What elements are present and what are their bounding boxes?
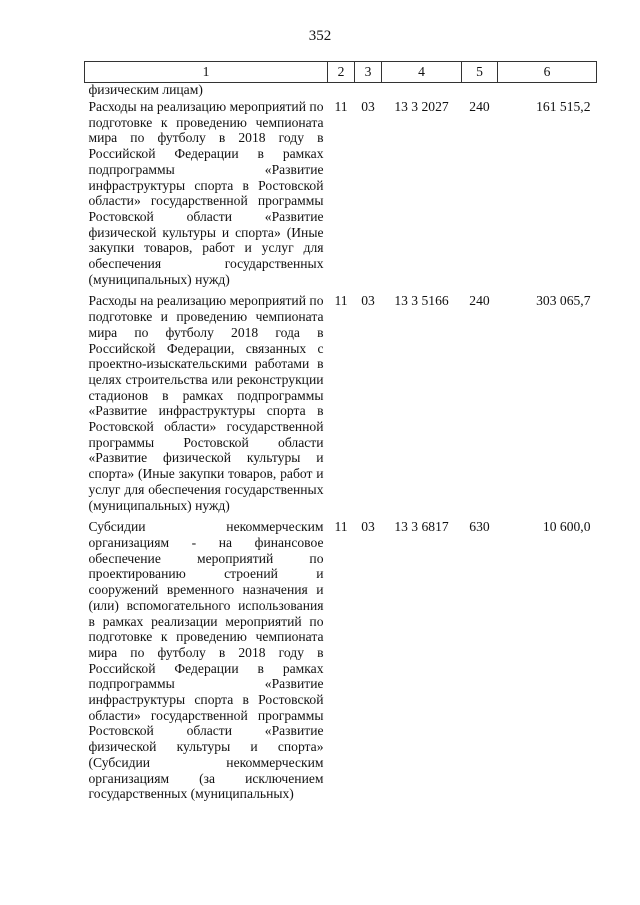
- column-header-1: 1: [85, 62, 328, 83]
- row-target-article: 13 3 6817: [394, 519, 449, 535]
- row-expense-type: 240: [469, 99, 490, 114]
- row-amount: 303 065,7: [536, 293, 591, 309]
- budget-table: [84, 61, 597, 808]
- row-subsection: 03: [361, 293, 375, 309]
- continued-row: [85, 83, 597, 98]
- row-subsection: 03: [361, 99, 375, 114]
- row-expense-type: 630: [469, 519, 490, 535]
- row-description: Расходы на реализацию мероприятий по подготовке к проведению чемпионата мира по футболу в 2018 году в Российской Федерации в рамках подпрограммы «Развитие инфраструктуры спорта в Ростовской области» государственной программы Ростовской области «Развитие физической культуры и спорта» (Иные закупки товаров, работ и услуг для обеспечения государственных (муниципальных) нужд): [88, 99, 324, 287]
- column-header-6: 6: [498, 62, 597, 83]
- row-target-article: 13 3 2027: [394, 99, 449, 114]
- row-section: 11: [334, 293, 348, 309]
- column-header-2: 2: [328, 62, 355, 83]
- row-expense-type: 240: [469, 293, 490, 309]
- row-target-article: 13 3 5166: [394, 293, 449, 309]
- row-amount: 10 600,0: [542, 519, 591, 535]
- header-row: [85, 62, 597, 83]
- row-description: Расходы на реализацию мероприятий по подготовке и проведению чемпионата мира по футболу 2018 года в Российской Федерации, связанных с проектно-изыскательскими работами в целях строительства или реконструкции стадионов в рамках подпрограммы «Развитие инфраструктуры спорта в Ростовской области» государственной программы Ростовской области «Развитие физической культуры и спорта» (Иные закупки товаров, работ и услуг для обеспечения государственных (муниципальных) нужд): [88, 293, 324, 513]
- table-row: [85, 97, 597, 293]
- table-row: [85, 519, 597, 808]
- table-row: [85, 293, 597, 519]
- continued-text: физическим лицам): [88, 82, 203, 97]
- column-header-3: 3: [355, 62, 382, 83]
- page-number: 352: [308, 28, 332, 44]
- row-description: Субсидии некоммерческим организациям - на финансовое обеспечение мероприятий по проектированию строений и сооружений временного назначения и (или) вспомогательного использования в рамках реализации мероприятий по подготовке к проведению чемпионата мира по футболу в 2018 году в Российской Федерации в рамках подпрограммы «Развитие инфраструктуры спорта в Ростовской области» государственной программы Ростовской области «Развитие физической культуры и спорта» (Субсидии некоммерческим организациям (за исключением государственных (муниципальных): [88, 519, 324, 802]
- column-header-4: 4: [382, 62, 462, 83]
- row-section: 11: [334, 519, 348, 535]
- row-amount: 161 515,2: [536, 99, 591, 114]
- column-header-5: 5: [462, 62, 498, 83]
- row-subsection: 03: [361, 519, 375, 535]
- row-section: 11: [334, 99, 348, 114]
